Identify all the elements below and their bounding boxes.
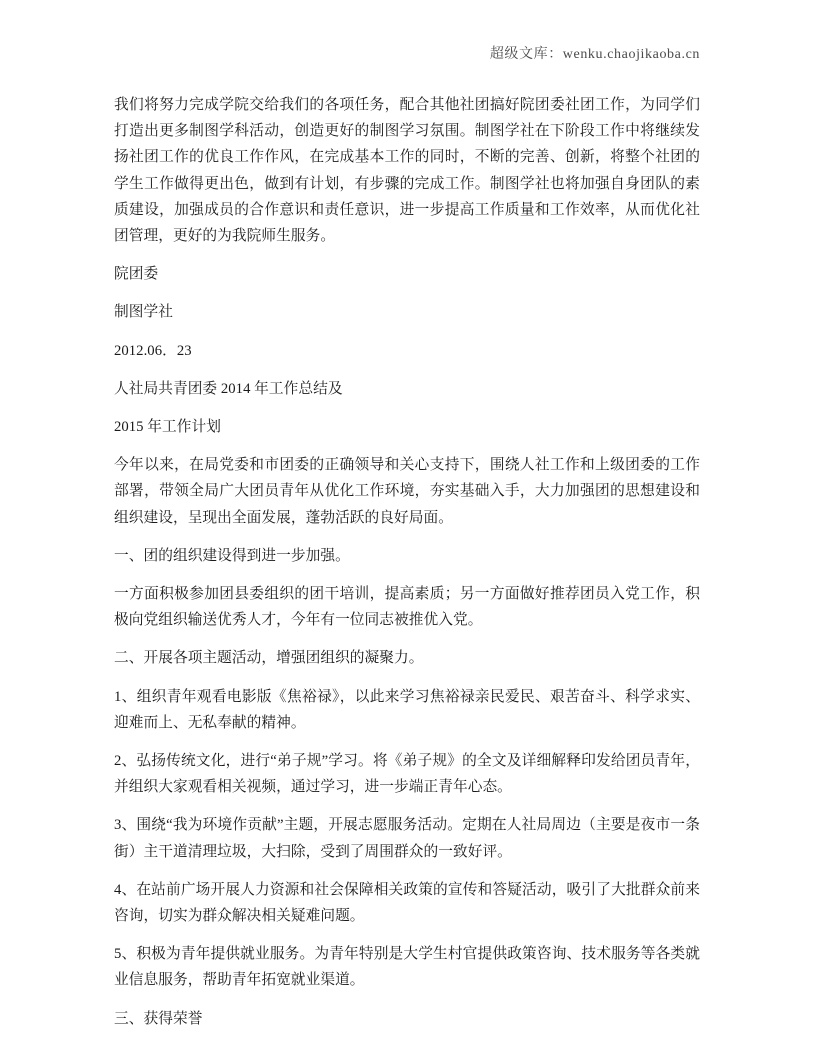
paragraph-signature-club: 制图学社 bbox=[114, 304, 173, 321]
paragraph-signature-date: 2012.06．23 bbox=[114, 342, 192, 359]
paragraph-next-title-line2: 2015 年工作计划 bbox=[114, 419, 221, 436]
paragraph-section-one-body: 一方面积极参加团县委组织的团干培训，提高素质；另一方面做好推荐团员入党工作，积极向党组织输送优秀人才，今年有一位同志被推优入党。 bbox=[114, 586, 700, 629]
paragraph-section-one-heading: 一、团的组织建设得到进一步加强。 bbox=[114, 547, 350, 564]
watermark-header: 超级文库：wenku.chaojikaoba.cn bbox=[489, 47, 700, 62]
document-body bbox=[114, 92, 700, 1032]
paragraph-item-2-traditional-culture: 2、弘扬传统文化，进行“弟子规”学习。将《弟子规》的全文及详细解释印发给团员青年，并组织大家观看相关视频，通过学习，进一步端正青年心态。 bbox=[114, 753, 700, 796]
paragraph-signature-organization: 院团委 bbox=[114, 266, 159, 283]
paragraph-closing-statement: 我们将努力完成学院交给我们的各项任务，配合其他社团搞好院团委社团工作，为同学们打造出更多制图学科活动，创造更好的制图学习氛围。制图学社在下阶段工作中将继续发扬社团工作的优良工作作风，在完成基本工作的同时，不断的完善、创新，将整个社团的学生工作做得更出色，做到有计划，有步骤的完成工作。制图学社也将加强自身团队的素质建设，加强成员的合作意识和责任意识，进一步提高工作质量和工作效率，从而优化社团管理，更好的为我院师生服务。 bbox=[114, 97, 700, 245]
paragraph-item-4-policy-promotion: 4、在站前广场开展人力资源和社会保障相关政策的宣传和答疑活动，吸引了大批群众前来咨询，切实为群众解决相关疑难问题。 bbox=[114, 881, 700, 925]
paragraph-section-three-heading: 三、获得荣誉 bbox=[114, 1010, 203, 1027]
paragraph-overview: 今年以来，在局党委和市团委的正确领导和关心支持下，围绕人社工作和上级团委的工作部署，带领全局广大团员青年从优化工作环境，夯实基础入手，大力加强团的思想建设和组织建设，呈现出全面发展，蓬勃活跃的良好局面。 bbox=[114, 457, 700, 526]
paragraph-item-1-film-study: 1、组织青年观看电影版《焦裕禄》，以此来学习焦裕禄亲民爱民、艰苦奋斗、科学求实、迎难而上、无私奉献的精神。 bbox=[114, 688, 700, 731]
paragraph-section-two-heading: 二、开展各项主题活动，增强团组织的凝聚力。 bbox=[114, 650, 424, 667]
paragraph-item-5-employment-service: 5、积极为青年提供就业服务。为青年特别是大学生村官提供政策咨询、技术服务等各类就业信息服务，帮助青年拓宽就业渠道。 bbox=[114, 946, 700, 989]
paragraph-next-title-line1: 人社局共青团委 2014 年工作总结及 bbox=[114, 380, 343, 397]
paragraph-item-3-volunteer-service: 3、围绕“我为环境作贡献”主题，开展志愿服务活动。定期在人社局周边（主要是夜市一条街）主干道清理垃圾，大扫除，受到了周围群众的一致好评。 bbox=[114, 817, 700, 860]
